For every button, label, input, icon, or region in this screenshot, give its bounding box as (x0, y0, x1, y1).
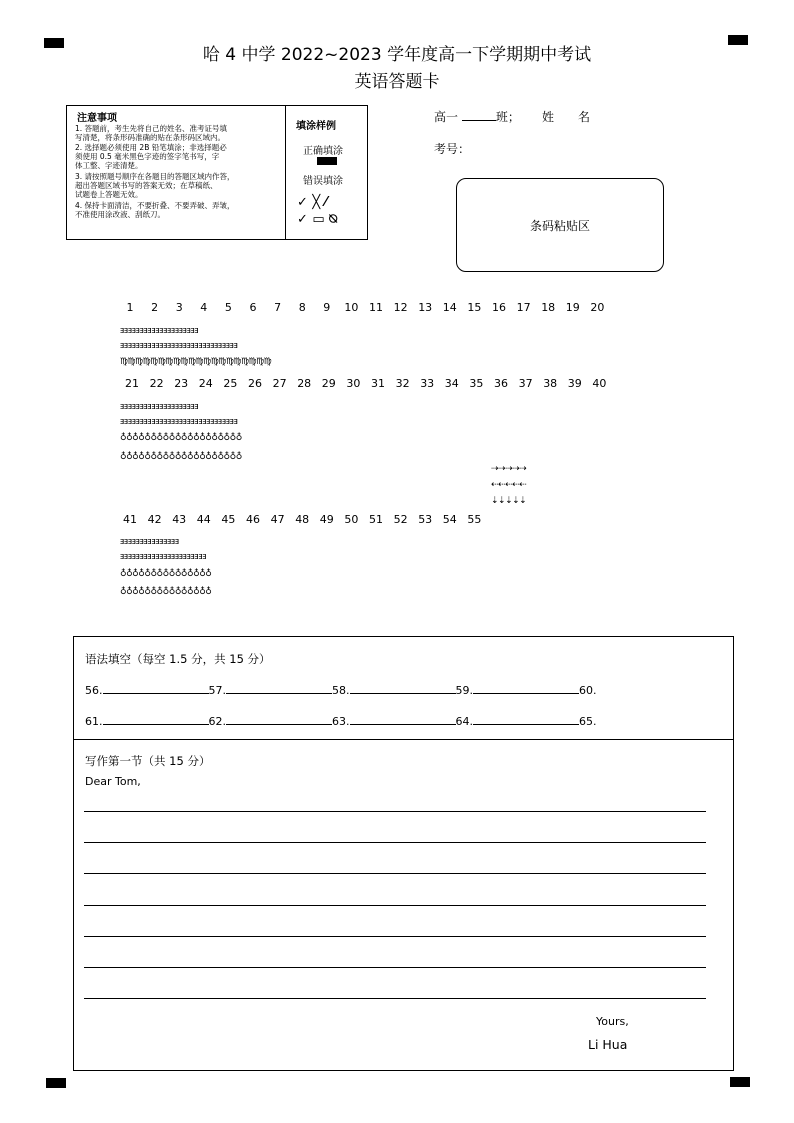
question-number: 15 (467, 301, 482, 314)
grammar-title: 语法填空（每空 1.5 分，共 15 分） (85, 652, 271, 666)
writing-closing: Yours, (596, 1015, 629, 1028)
question-number: 43 (172, 513, 187, 526)
gap-label: 64. (455, 715, 473, 728)
gap-label: 62. (208, 715, 226, 728)
writing-line[interactable] (84, 967, 706, 968)
question-number: 38 (543, 377, 558, 390)
option-row[interactable]: ⱻⱻⱻⱻⱻⱻⱻⱻⱻⱻⱻⱻⱻⱻⱻⱻⱻⱻⱻⱻⱻⱻ (120, 552, 207, 562)
exam-number-label: 考号： (434, 142, 471, 156)
gap-blank[interactable] (103, 683, 209, 694)
gap-blank[interactable] (350, 683, 456, 694)
question-number: 54 (442, 513, 457, 526)
question-number: 55 (467, 513, 482, 526)
notice-line: 2. 选择题必须使用 2B 铅笔填涂；非选择题必 (75, 143, 227, 152)
notice-line: 4. 保持卡面清洁，不要折叠、不要弄破、弄皱， (75, 201, 235, 210)
question-number: 29 (321, 377, 336, 390)
wrong-fill-label: 错误填涂 (303, 176, 343, 187)
option-row[interactable]: ⇢⇢⇢⇢⇢ (491, 464, 527, 474)
name-label: 姓 名 (542, 110, 591, 124)
question-number: 6 (249, 301, 257, 314)
question-number: 44 (196, 513, 211, 526)
question-number: 10 (344, 301, 359, 314)
question-number: 23 (174, 377, 189, 390)
registration-mark-bottom-right (730, 1077, 750, 1087)
question-number: 27 (272, 377, 287, 390)
grammar-row-2 (85, 714, 597, 728)
question-number: 53 (418, 513, 433, 526)
notice-line: 须使用 0.5 毫米黑色字迹的签字笔书写，字 (75, 152, 220, 161)
option-row[interactable]: ♁♁♁♁♁♁♁♁♁♁♁♁♁♁♁ (120, 587, 212, 597)
notice-line: 试题卷上答题无效。 (75, 190, 143, 199)
option-row[interactable]: ⱻⱻⱻⱻⱻⱻⱻⱻⱻⱻⱻⱻⱻⱻⱻⱻⱻⱻⱻⱻⱻⱻⱻⱻⱻⱻⱻⱻⱻⱻ (120, 417, 238, 427)
registration-mark-bottom-left (46, 1078, 66, 1088)
writing-line[interactable] (84, 811, 706, 812)
question-number: 40 (592, 377, 607, 390)
question-number: 7 (274, 301, 282, 314)
question-number: 35 (469, 377, 484, 390)
notice-instructions (67, 106, 286, 239)
question-number: 21 (125, 377, 139, 390)
question-number: 51 (369, 513, 383, 526)
option-row[interactable]: ⱻⱻⱻⱻⱻⱻⱻⱻⱻⱻⱻⱻⱻⱻⱻ (120, 537, 179, 547)
question-number: 28 (297, 377, 312, 390)
option-row[interactable]: ⱻⱻⱻⱻⱻⱻⱻⱻⱻⱻⱻⱻⱻⱻⱻⱻⱻⱻⱻⱻ (120, 402, 199, 412)
question-number: 2 (151, 301, 159, 314)
question-number: 1 (126, 301, 134, 314)
question-number: 46 (246, 513, 260, 526)
option-row[interactable]: ♁♁♁♁♁♁♁♁♁♁♁♁♁♁♁♁♁♁♁♁ (120, 433, 242, 443)
gap-blank[interactable] (226, 714, 332, 725)
notice-heading: 注意事项 (77, 113, 117, 124)
gap-blank[interactable] (473, 714, 579, 725)
gap-label: 60. (579, 684, 597, 697)
gap-blank[interactable] (103, 714, 209, 725)
gap-label: 57. (208, 684, 226, 697)
exam-title: 哈 4 中学 2022~2023 学年度高一下学期期中考试 (202, 45, 592, 65)
question-number: 9 (323, 301, 331, 314)
question-number: 11 (369, 301, 383, 314)
question-number: 48 (295, 513, 310, 526)
option-row[interactable]: ⇣⇣⇣⇣⇣ (491, 496, 527, 506)
writing-signature: Li Hua (588, 1037, 628, 1052)
class-prefix: 高一 (434, 110, 459, 124)
question-number: 45 (221, 513, 236, 526)
question-number: 41 (123, 513, 137, 526)
wrong-fill-samples (297, 194, 337, 228)
question-number: 34 (444, 377, 459, 390)
wrong-marks-top: ✓ ╳ ⁄ (297, 195, 327, 210)
writing-line[interactable] (84, 998, 706, 999)
notice-line: 超出答题区域书写的答案无效；在草稿纸、 (75, 181, 218, 190)
writing-line[interactable] (84, 905, 706, 906)
question-number: 49 (319, 513, 334, 526)
writing-line[interactable] (84, 842, 706, 843)
gap-label: 58. (332, 684, 350, 697)
question-number: 24 (198, 377, 213, 390)
fill-example-title: 填涂样例 (296, 121, 336, 132)
barcode-area (456, 178, 664, 272)
option-row[interactable]: ♍♍♍♍♍♍♍♍♍♍♍♍♍♍♍♍♍♍♍♍ (120, 357, 272, 367)
question-number: 22 (149, 377, 164, 390)
gap-blank[interactable] (473, 683, 579, 694)
option-row[interactable]: ⇠⇠⇠⇠⇠ (491, 480, 527, 490)
answer-sheet-title: 英语答题卡 (354, 72, 440, 92)
question-number: 33 (420, 377, 435, 390)
writing-title: 写作第一节（共 15 分） (85, 754, 211, 768)
option-row[interactable]: ♁♁♁♁♁♁♁♁♁♁♁♁♁♁♁♁♁♁♁♁ (120, 452, 242, 462)
notice-line: 3. 请按照题号顺序在各题目的答题区域内作答， (75, 172, 235, 181)
class-blank[interactable] (462, 120, 496, 121)
correct-fill-sample (317, 157, 337, 165)
notice-box (66, 105, 368, 240)
question-number: 31 (371, 377, 385, 390)
barcode-label: 条码粘贴区 (529, 219, 590, 233)
class-suffix: 班； (495, 110, 520, 124)
question-number: 32 (395, 377, 410, 390)
question-number: 5 (224, 301, 232, 314)
section-divider (74, 739, 733, 740)
option-row[interactable]: ⱻⱻⱻⱻⱻⱻⱻⱻⱻⱻⱻⱻⱻⱻⱻⱻⱻⱻⱻⱻⱻⱻⱻⱻⱻⱻⱻⱻⱻⱻ (120, 341, 238, 351)
gap-blank[interactable] (350, 714, 456, 725)
question-number: 25 (223, 377, 238, 390)
question-number: 42 (147, 513, 162, 526)
question-number: 13 (418, 301, 433, 314)
written-answer-box (73, 636, 734, 1071)
notice-line: 写清楚，将条形码准确的贴在条形码区域内。 (75, 133, 225, 142)
question-number: 39 (567, 377, 582, 390)
option-row[interactable]: ♁♁♁♁♁♁♁♁♁♁♁♁♁♁♁ (120, 569, 212, 579)
writing-line[interactable] (84, 936, 706, 937)
gap-label: 63. (332, 715, 350, 728)
wrong-marks-bottom: ✓ ▭ ⍉ (297, 212, 338, 227)
notice-line: 不准使用涂改液、刮纸刀。 (75, 210, 165, 219)
question-number: 17 (516, 301, 531, 314)
gap-label: 61. (85, 715, 103, 728)
gap-blank[interactable] (226, 683, 332, 694)
question-number: 12 (393, 301, 408, 314)
notice-line: 1. 答题前，考生先将自己的姓名、准考证号填 (75, 124, 228, 133)
gap-label: 56. (85, 684, 103, 697)
gap-label: 65. (579, 715, 597, 728)
notice-line: 体工整、字迹清楚。 (75, 161, 143, 170)
writing-greeting: Dear Tom, (85, 775, 141, 788)
question-number: 8 (298, 301, 306, 314)
question-number: 3 (175, 301, 183, 314)
grammar-row-1 (85, 683, 597, 697)
question-number: 37 (518, 377, 533, 390)
question-number: 14 (442, 301, 457, 314)
question-number: 4 (200, 301, 208, 314)
correct-fill-label: 正确填涂 (303, 146, 343, 157)
option-row[interactable]: ⱻⱻⱻⱻⱻⱻⱻⱻⱻⱻⱻⱻⱻⱻⱻⱻⱻⱻⱻⱻ (120, 326, 199, 336)
question-number: 26 (248, 377, 262, 390)
question-number: 47 (270, 513, 285, 526)
question-number: 30 (346, 377, 361, 390)
question-number: 16 (492, 301, 506, 314)
question-number: 20 (590, 301, 605, 314)
class-field (434, 108, 520, 125)
question-number: 18 (541, 301, 556, 314)
gap-label: 59. (455, 684, 473, 697)
question-number: 50 (344, 513, 359, 526)
writing-line[interactable] (84, 873, 706, 874)
question-number: 52 (393, 513, 408, 526)
question-number: 36 (494, 377, 508, 390)
question-number: 19 (565, 301, 580, 314)
